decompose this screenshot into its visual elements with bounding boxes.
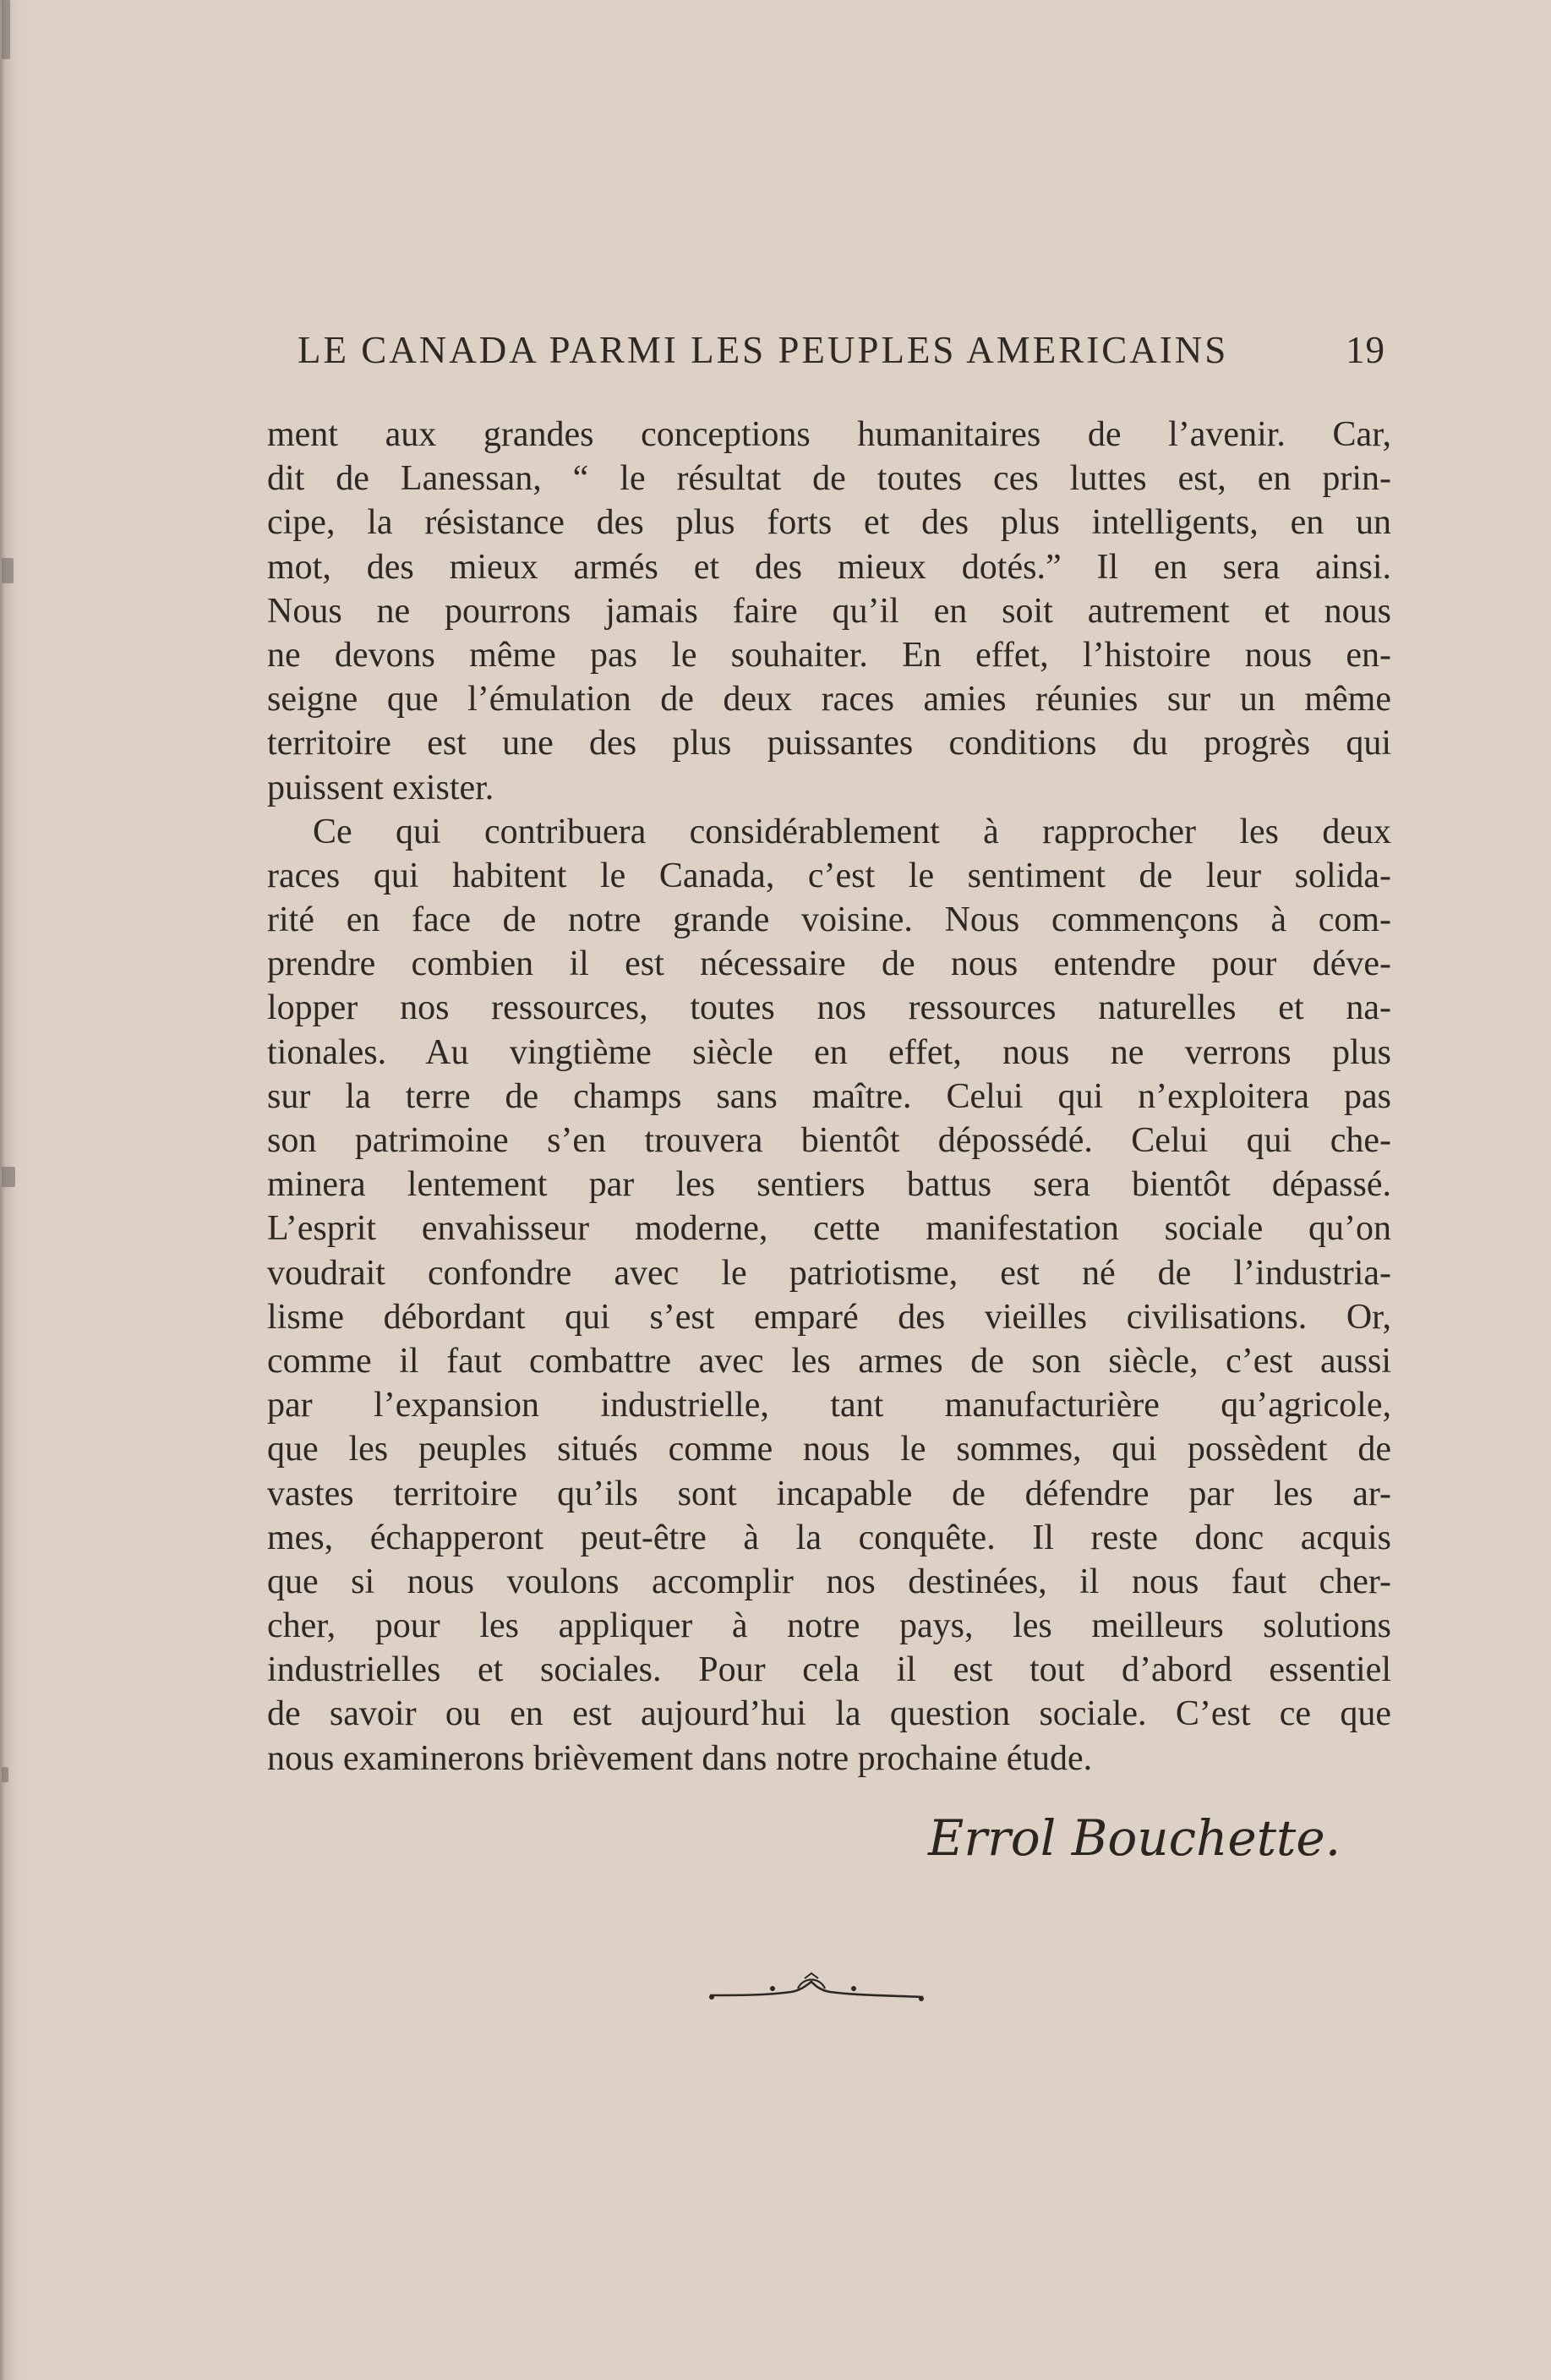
text-line: par l’expansion industrielle, tant manufacturière qu’agricole, xyxy=(267,1386,1391,1425)
text-line: sur la terre de champs sans maître. Celui qui n’exploitera pas xyxy=(267,1076,1391,1116)
text-line: que les peuples situés comme nous le sommes, qui possèdent de xyxy=(267,1430,1391,1469)
text-line: ne devons même pas le souhaiter. En effet, l’histoire nous en- xyxy=(267,635,1391,675)
text-line: ment aux grandes conceptions humanitaires de l’avenir. Car, xyxy=(267,415,1391,454)
text-line: de savoir ou en est aujourd’hui la question sociale. C’est ce que xyxy=(267,1694,1391,1734)
text-line: L’esprit envahisseur moderne, cette manifestation sociale qu’on xyxy=(267,1209,1391,1249)
body-text xyxy=(267,413,1391,1781)
page-gutter xyxy=(0,0,22,2380)
author-signature: Errol Bouchette. xyxy=(928,1809,1341,1867)
page-number: 19 xyxy=(1346,329,1385,371)
text-line: minera lentement par les sentiers battus sera bientôt dépassé. xyxy=(267,1165,1391,1205)
ornament-flourish-icon xyxy=(707,1970,926,2007)
text-line: prendre combien il est nécessaire de nous entendre pour déve- xyxy=(267,944,1391,984)
running-title: LE CANADA PARMI LES PEUPLES AMERICAINS xyxy=(298,329,1229,371)
text-line: lopper nos ressources, toutes nos ressources naturelles et na- xyxy=(267,988,1391,1028)
text-line: vastes territoire qu’ils sont incapable de défendre par les ar- xyxy=(267,1474,1391,1513)
text-line: voudrait confondre avec le patriotisme, est né de l’industria- xyxy=(267,1253,1391,1293)
text-line: cipe, la résistance des plus forts et des plus intelligents, en un xyxy=(267,503,1391,543)
text-line: dit de Lanessan, “ le résultat de toutes ces luttes est, en prin- xyxy=(267,459,1391,499)
text-line: nous examinerons brièvement dans notre prochaine étude. xyxy=(267,1738,1093,1778)
running-header xyxy=(298,328,1396,372)
text-line: races qui habitent le Canada, c’est le sentiment de leur solida- xyxy=(267,856,1391,895)
text-line: territoire est une des plus puissantes conditions du progrès qui xyxy=(267,724,1391,763)
text-line: industrielles et sociales. Pour cela il est tout d’abord essentiel xyxy=(267,1650,1391,1690)
text-line: lisme débordant qui s’est emparé des vieilles civilisations. Or, xyxy=(267,1297,1391,1337)
text-line: cher, pour les appliquer à notre pays, les meilleurs solutions xyxy=(267,1606,1391,1646)
text-line: comme il faut combattre avec les armes de son siècle, c’est aussi xyxy=(267,1341,1391,1381)
text-line: que si nous voulons accomplir nos destinées, il nous faut cher- xyxy=(267,1562,1391,1601)
text-line: mot, des mieux armés et des mieux dotés.” Il en sera ainsi. xyxy=(267,547,1391,587)
text-line: Nous ne pourrons jamais faire qu’il en soit autrement et nous xyxy=(267,591,1391,631)
text-line: son patrimoine s’en trouvera bientôt dépossédé. Celui qui che- xyxy=(267,1121,1391,1160)
text-line: tionales. Au vingtième siècle en effet, nous ne verrons plus xyxy=(267,1032,1391,1072)
text-line: mes, échapperont peut-être à la conquête. Il reste donc acquis xyxy=(267,1518,1391,1557)
text-line: seigne que l’émulation de deux races amies réunies sur un même xyxy=(267,680,1391,719)
text-line: rité en face de notre grande voisine. Nous commençons à com- xyxy=(267,900,1391,940)
text-line: puissent exister. xyxy=(267,768,494,807)
text-line: Ce qui contribuera considérablement à rapprocher les deux xyxy=(313,812,1391,851)
